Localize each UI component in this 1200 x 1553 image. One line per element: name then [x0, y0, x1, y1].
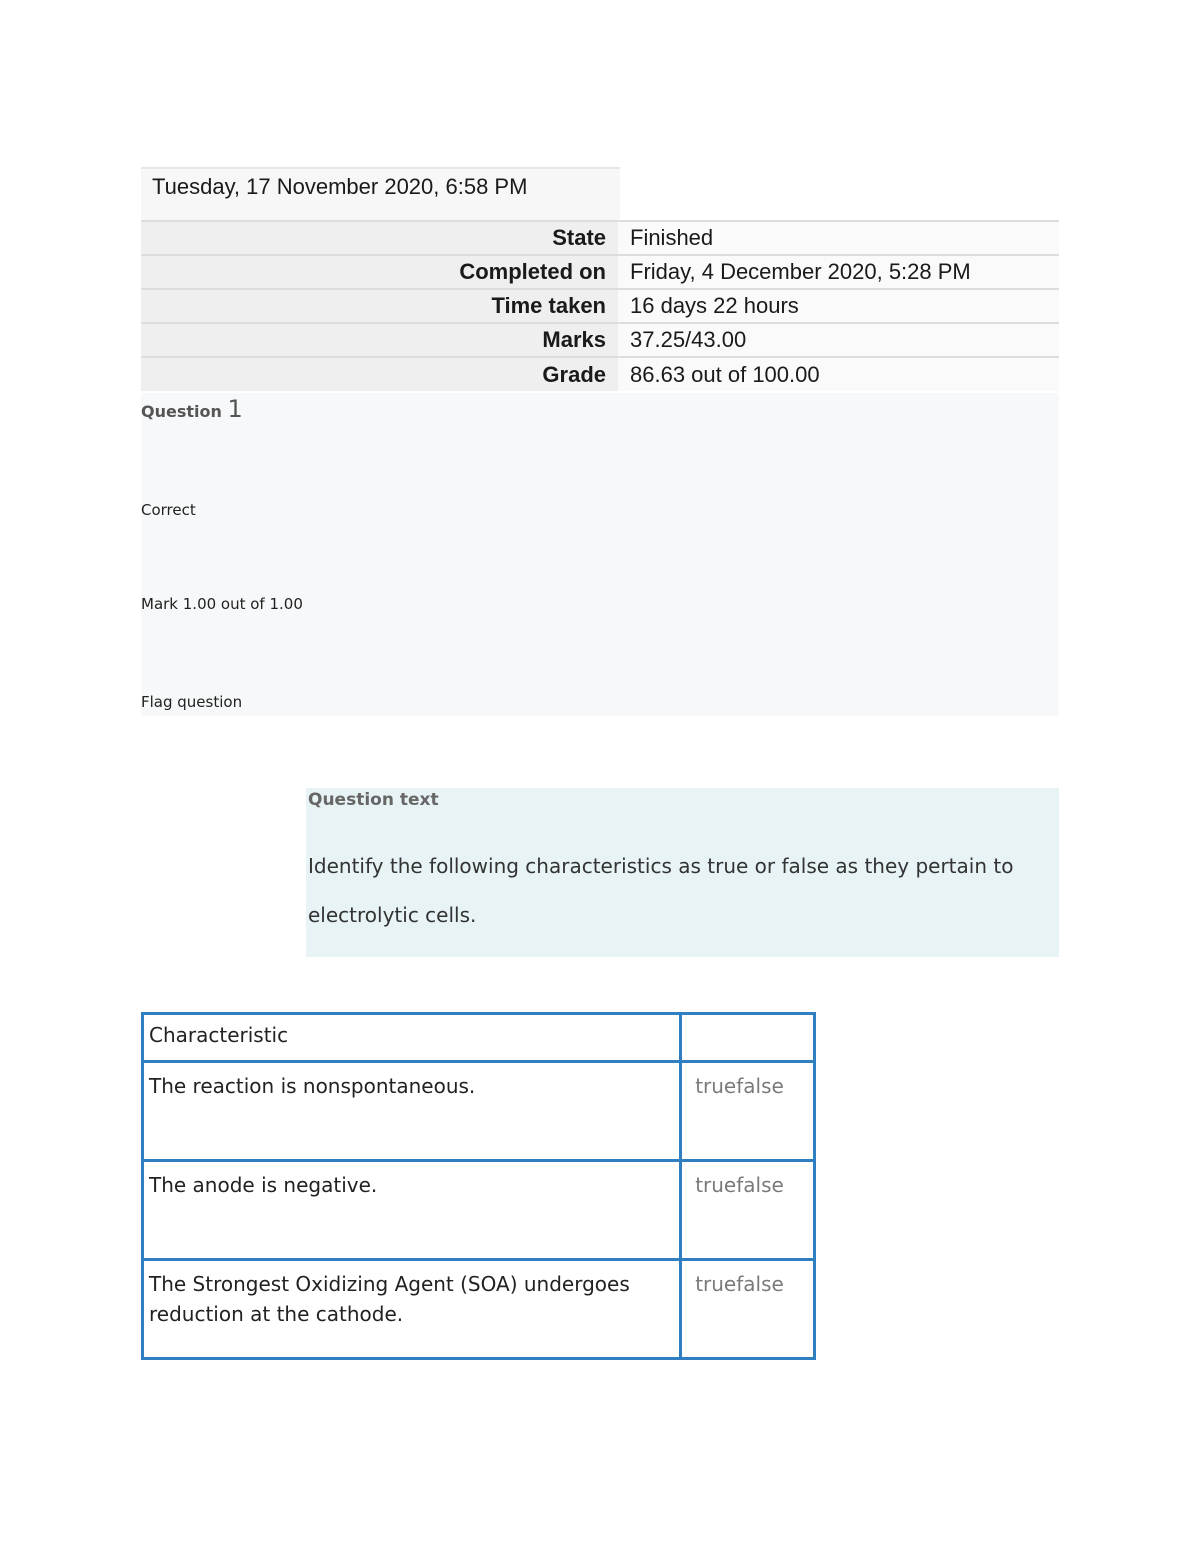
question-state: Correct	[141, 501, 196, 519]
summary-value: 86.63 out of 100.00	[618, 357, 1059, 391]
question-label: Question	[141, 402, 222, 421]
answer-select[interactable]: truefalse	[681, 1161, 815, 1260]
answer-select[interactable]: truefalse	[681, 1260, 815, 1359]
table-row	[143, 1161, 815, 1260]
summary-value: Friday, 4 December 2020, 5:28 PM	[618, 255, 1059, 289]
header-answer	[681, 1014, 815, 1062]
question-text-header: Question text	[308, 790, 439, 810]
started-on: Tuesday, 17 November 2020, 6:58 PM	[141, 167, 620, 220]
question-text-body: Identify the following characteristics as true or false as they pertain to electrolytic cells.	[308, 854, 1014, 927]
table-row	[143, 1260, 815, 1359]
summary-label: Marks	[141, 323, 618, 357]
summary-label: Grade	[141, 357, 618, 391]
question-table	[141, 1012, 816, 1360]
summary-label: Time taken	[141, 289, 618, 323]
question-number	[141, 395, 243, 423]
header-characteristic: Characteristic	[143, 1014, 681, 1062]
summary-value: 16 days 22 hours	[618, 289, 1059, 323]
question-grade: Mark 1.00 out of 1.00	[141, 595, 303, 613]
summary-value: Finished	[618, 221, 1059, 255]
characteristic-cell: The anode is negative.	[143, 1161, 681, 1260]
summary-row-time-taken	[141, 289, 1059, 323]
summary-row-marks	[141, 323, 1059, 357]
summary-value: 37.25/43.00	[618, 323, 1059, 357]
table-header-row	[143, 1014, 815, 1062]
question-text-panel	[306, 788, 1059, 957]
summary-row-state	[141, 221, 1059, 255]
table-row	[143, 1062, 815, 1161]
attempt-summary-table	[141, 220, 1059, 391]
flag-question-link[interactable]: Flag question	[141, 693, 243, 711]
summary-label: Completed on	[141, 255, 618, 289]
summary-row-completed-on	[141, 255, 1059, 289]
characteristic-cell: The Strongest Oxidizing Agent (SOA) undergoes reduction at the cathode.	[143, 1260, 681, 1359]
characteristic-cell: The reaction is nonspontaneous.	[143, 1062, 681, 1161]
question-number-value: 1	[227, 395, 243, 423]
summary-label: State	[141, 221, 618, 255]
answer-select[interactable]: truefalse	[681, 1062, 815, 1161]
summary-row-grade	[141, 357, 1059, 391]
question-info-panel	[141, 393, 1059, 716]
